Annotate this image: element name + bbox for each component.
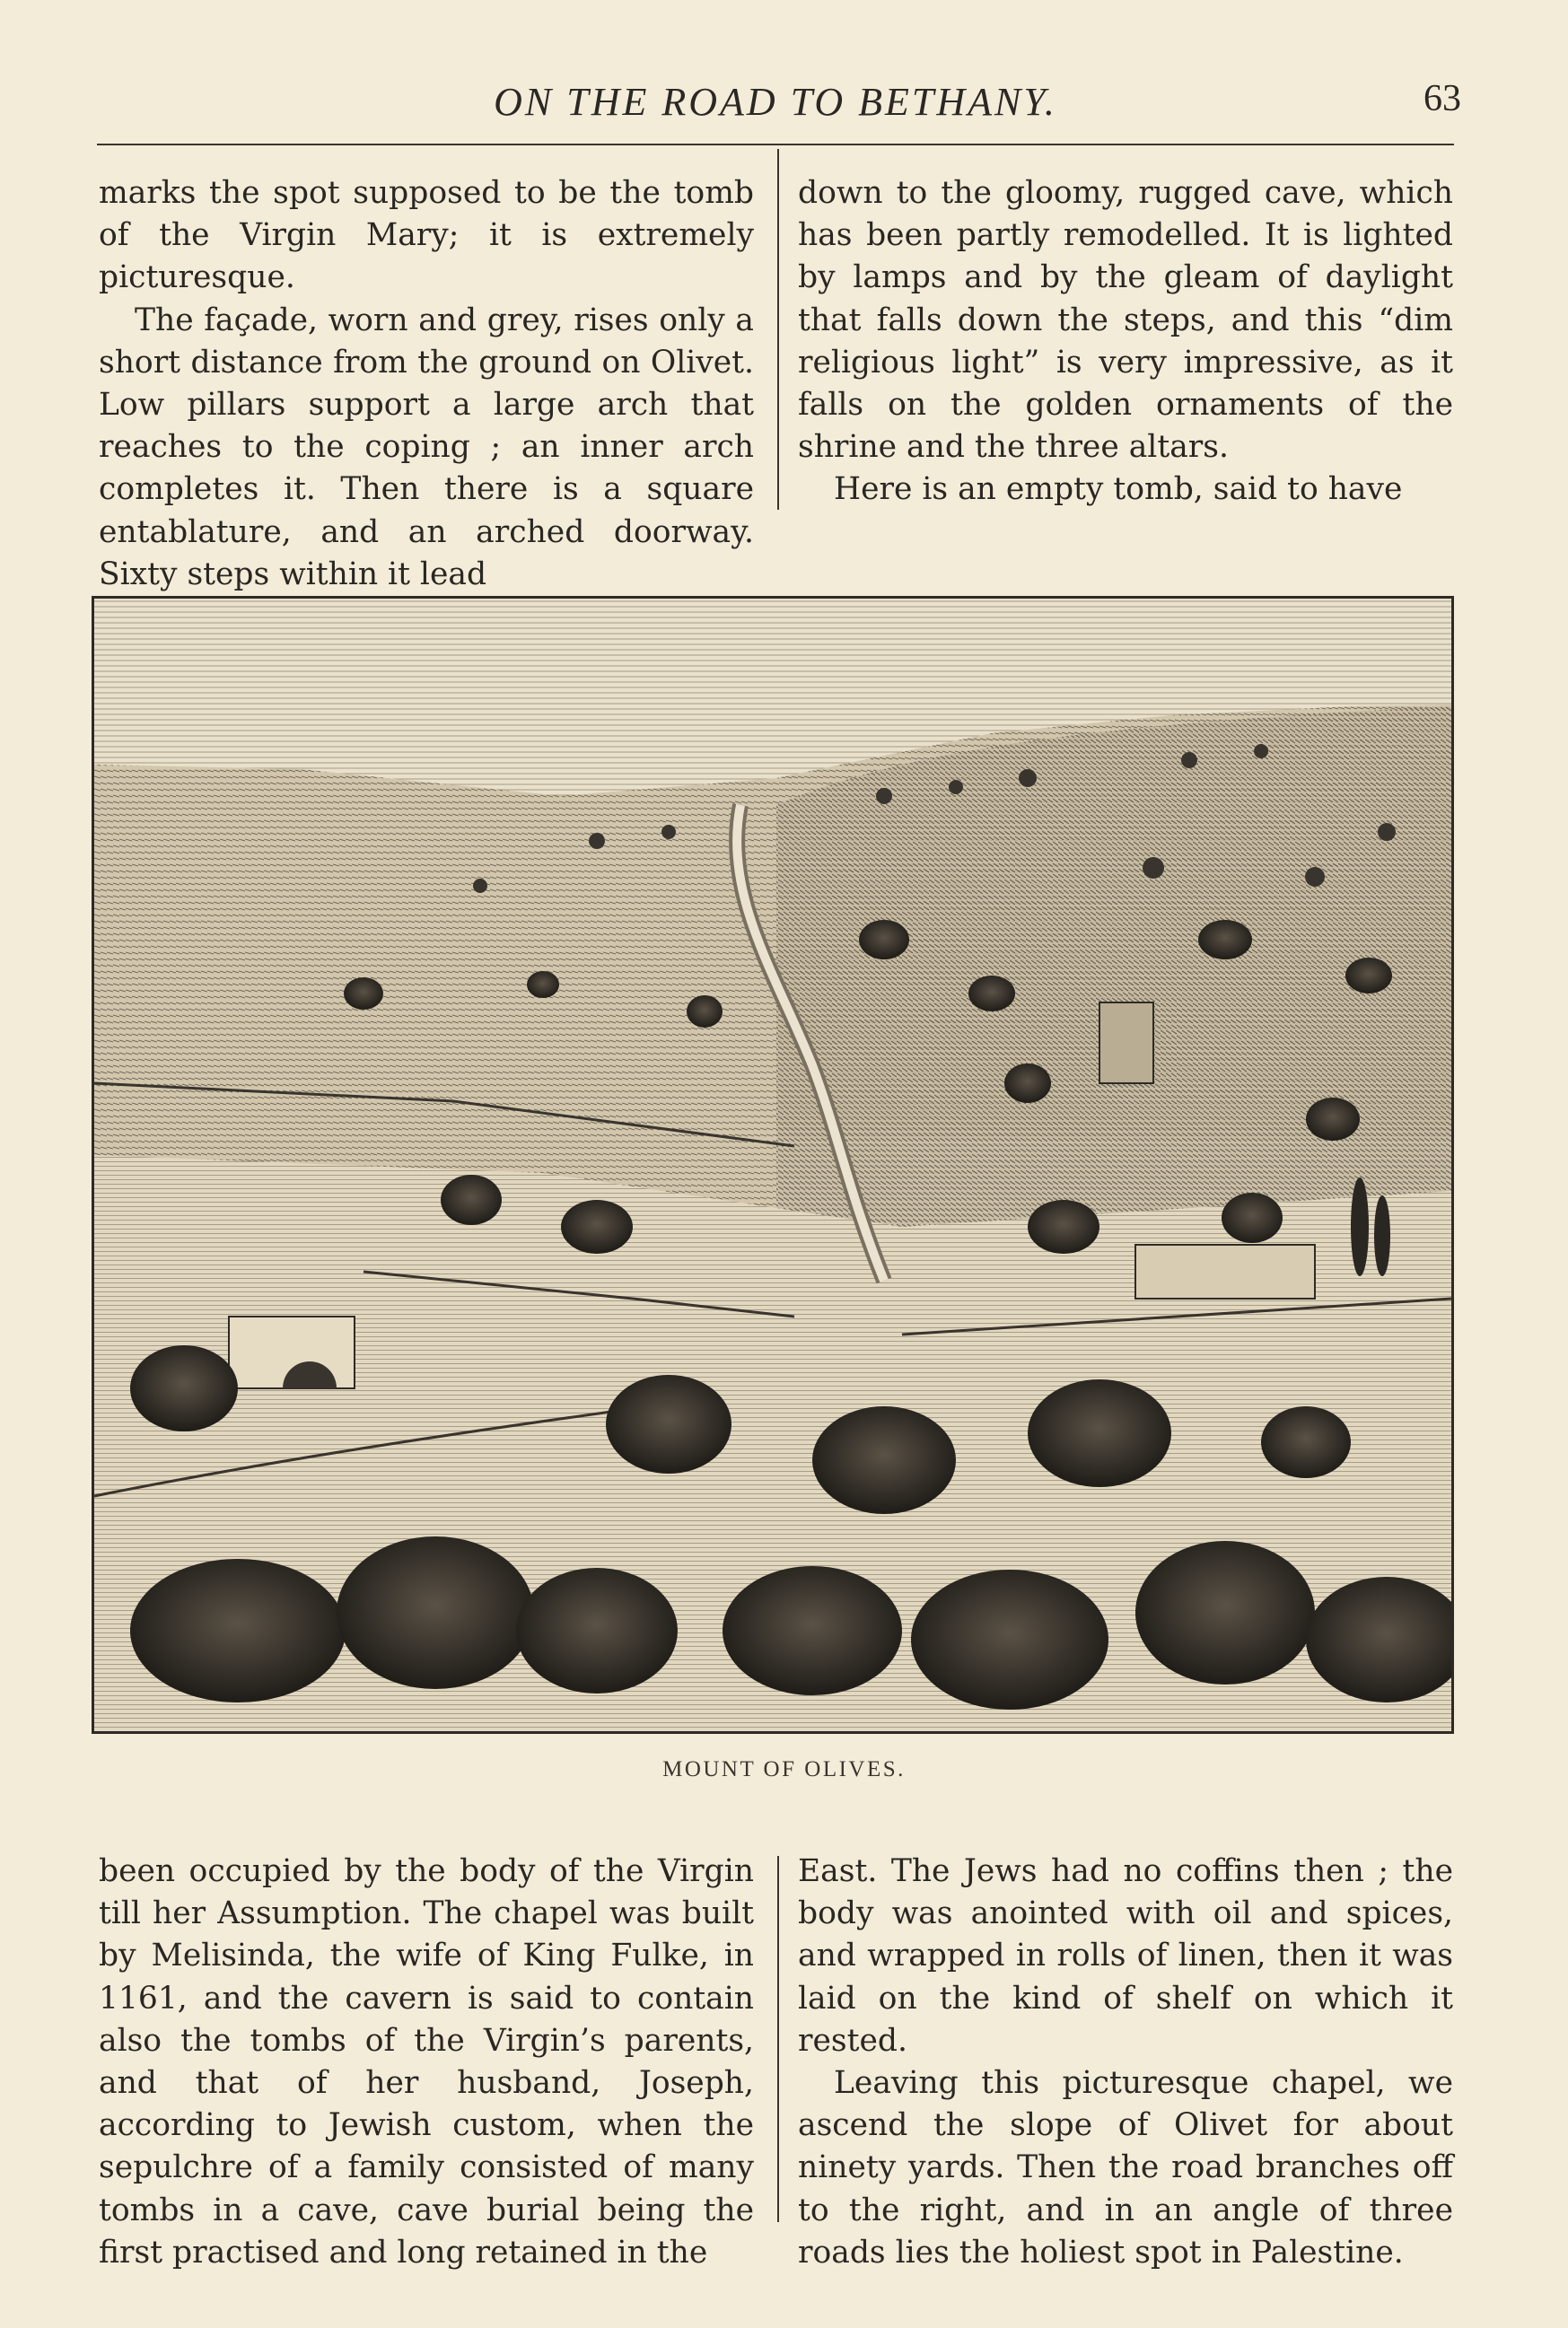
header-rule: [97, 144, 1454, 145]
paragraph: East. The Jews had no coffins then ; the body was anointed with oil and spices, and wrapped in rolls of linen, then it was laid on the kind of shelf on which it rested.: [798, 1853, 1453, 2059]
paragraph: been occupied by the body of the Virgin till her Assumption. The chapel was built by Melisinda, the wife of King Fulke, in 1161, and the cavern is said to contain also the tombs of the Virgin’s parents, and that of her husband, Joseph, according to Jewish custom, when the sepulchre of a family consisted of many tombs in a cave, cave burial being the first practised and long retained in the: [99, 1853, 754, 2271]
bottom-left-column: [99, 1851, 754, 2271]
page-number: 63: [1423, 78, 1461, 119]
column-divider: [777, 1856, 779, 2222]
running-head: [97, 72, 1461, 140]
paragraph: Here is an empty tomb, said to have: [834, 471, 1403, 508]
column-divider: [777, 149, 779, 510]
paragraph: The façade, worn and grey, rises only a short distance from the ground on Olivet. Low pillars support a large arch that reaches to the coping ; an inner arch completes it. Then there is a square entablature, and an arched doorway. Sixty steps within it lead: [99, 302, 754, 592]
top-left-column: [99, 172, 754, 592]
paragraph: down to the gloomy, rugged cave, which has been partly remodelled. It is lighted by lamps and by the gleam of daylight that falls down the steps, and this “dim religious light” is very impressive, as it falls on the golden ornaments of the shrine and the three altars.: [798, 175, 1453, 466]
bottom-right-column: [798, 1851, 1453, 2271]
paragraph: marks the spot supposed to be the tomb of the Virgin Mary; it is extremely picturesque.: [99, 175, 754, 296]
mount-of-olives-engraving: [92, 596, 1454, 1734]
illustration-caption: MOUNT OF OLIVES.: [662, 1757, 906, 1781]
top-right-column: [798, 172, 1453, 519]
paragraph: Leaving this picturesque chapel, we ascend the slope of Olivet for about ninety yards. Then the road branches off to the right, and in an angle of three roads lies the holiest spot in Palestine.: [798, 2065, 1453, 2271]
running-title: ON THE ROAD TO BETHANY.: [494, 80, 1057, 124]
